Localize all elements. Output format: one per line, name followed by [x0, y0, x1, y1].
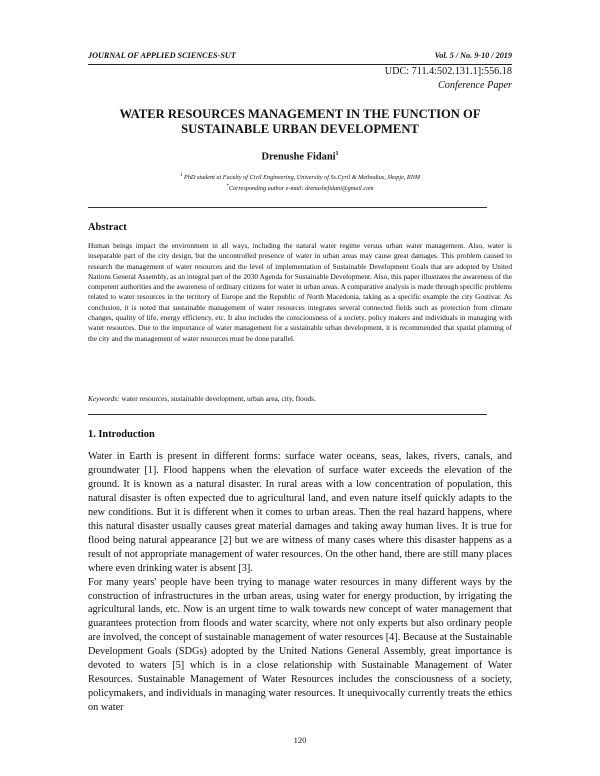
affiliation-sup-1: 1: [180, 173, 183, 178]
author-name: Drenushe Fidani: [261, 151, 336, 163]
paper-type: Conference Paper: [437, 80, 512, 91]
keywords-text: water resources, sustainable development, urban area, city, floods.: [121, 394, 316, 403]
affiliation: [88, 172, 512, 193]
introduction-body: [88, 450, 512, 715]
keywords: [88, 394, 512, 403]
paragraph: Water in Earth is present in different forms: surface water oceans, seas, lakes, rivers, canals, and groundwater [1]. Flood happens when the elevation of surface water exceeds the elevation of the ground. It is known as a natural disaster. In rural areas with a low concentration of population, this natural disaster is often expected due to agricultural land, and even nature itself quickly adapts to the new conditions. But it is different when it comes to urban areas. Then the real hazard happens, where this natural disaster usually causes great material damages and taking away human lives. It is true for flood being natural appearance [2] but we are witness of many cases where this disaster happens as a result of not appropriate management of water resources. On the other hand, there are still many places where even drinking water is absent [3].: [88, 451, 512, 574]
affiliation-line-1: [88, 172, 512, 183]
header-rule: [88, 64, 512, 65]
udc-code: UDC: 711.4:502.131.1]:556.18: [384, 66, 512, 77]
affiliation-sup-2: *: [226, 183, 229, 189]
author-line: [88, 151, 512, 162]
running-header: [88, 51, 512, 63]
journal-name: JOURNAL OF APPLIED SCIENCES-SUT: [88, 51, 236, 60]
abstract-bottom-rule: [88, 414, 487, 415]
paper-title: WATER RESOURCES MANAGEMENT IN THE FUNCTION OF SUSTAINABLE URBAN DEVELOPMENT: [119, 107, 481, 136]
volume-info: Vol. 5 / No. 9-10 / 2019: [434, 51, 512, 60]
affiliation-text-1: PhD student at Faculty of Civil Engineering, University of Ss.Cyril & Methodius, Skopje, RNM: [184, 174, 420, 182]
abstract-text: Human beings impact the environment in all ways, including the natural water regime versus urban water management. Also, water is inseparable part of the city design, but the uncontrolled presence of water in urban areas may cause great damages. This problem caused to research the management of water resources and the level of implementation of Sustainable Development Goals that are adopted by United Nations General Assembly, as an integral part of the 2030 Agenda for Sustainable Development. Also, this paper illustrates the awareness of the competent authorities and the awareness of ordinary citizens for water in urban areas. A comparative analysis is made through specific problems related to water resources in the territory of Europe and the Republic of North Macedonia, taking as a specific example the city Gostivar. As conclusion, it is noted that sustainable management of water resources integrates several connected fields such as protection from climate changes, quality of life, energy efficiency, etc. It also includes the consciousness of a society, policy makers and individuals in managing with water resources. Due to the importance of water management for a sustainable urban development, it is recommended that spatial planning of the city and the management of water resources must be done parallel.: [88, 241, 512, 343]
section-heading-introduction: 1. Introduction: [88, 429, 155, 440]
affiliation-line-2: [88, 183, 512, 194]
keywords-label: Keywords:: [88, 394, 120, 403]
affiliation-text-2: Corresponding author e-mail: drenushefidani@gmail.com: [228, 184, 374, 192]
abstract-top-rule: [88, 207, 487, 208]
page-number: 120: [293, 735, 307, 745]
author-sup: 1: [335, 151, 339, 157]
abstract-heading: Abstract: [88, 222, 127, 233]
paragraph: For many years' people have been trying to manage water resources in many different ways by the construction of infrastructures in the urban areas, using water for energy production, by irrigating the agricultural lands, etc. Now is an urgent time to walk towards new concept of water management that guarantees protection from floods and water scarcity, where not only experts but also ordinary people are involved, the concept of sustainable management of water resources [4]. Because at the Sustainable Development Goals (SDGs) adopted by the United Nations General Assembly, great importance is devoted to waters [5] which is in a close relationship with Sustainable Management of Water Resources. Sustainable Management of Water Resources includes the consciousness of a society, policymakers, and individuals in managing water resources. It unequivocally currently treats the ethics on water: [88, 576, 512, 714]
